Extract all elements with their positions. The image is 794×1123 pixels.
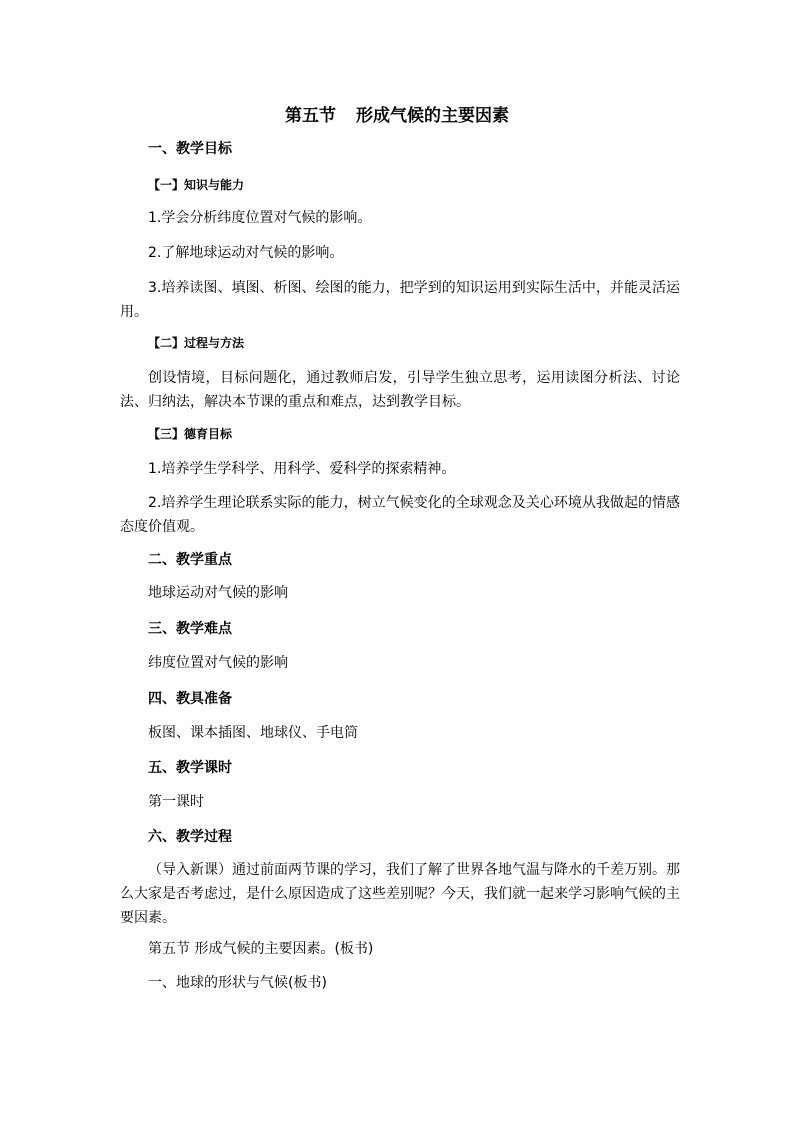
paragraph: 地球运动对气候的影响 (148, 585, 288, 601)
heading-class-hours: 五、教学课时 (148, 760, 232, 776)
paragraph: 1.培养学生学科学、用科学、爱科学的探索精神。 (148, 461, 456, 477)
paragraph: 第一课时 (148, 794, 204, 810)
heading-teaching-goals: 一、教学目标 (148, 141, 232, 157)
paragraph: 2.了解地球运动对气候的影响。 (148, 245, 344, 261)
page-title (0, 104, 794, 128)
heading-teaching-aids: 四、教具准备 (148, 691, 232, 707)
heading-key-points: 二、教学重点 (148, 552, 232, 568)
paragraph: 一、地球的形状与气候(板书) (148, 975, 327, 991)
paragraph: 纬度位置对气候的影响 (148, 655, 288, 671)
paragraph: 第五节 形成气候的主要因素。(板书) (148, 941, 374, 957)
paragraph: 板图、课本插图、地球仪、手电筒 (148, 725, 358, 741)
heading-difficult-points: 三、教学难点 (148, 621, 232, 637)
paragraph: 创设情境，目标问题化，通过教师启发，引导学生独立思考，运用读图分析法、讨论法、归纳法，解决本节课的重点和难点，达到教学目标。 (120, 370, 680, 410)
section-number: 第五节 (285, 106, 336, 126)
subheading-process: 【二】过程与方法 (148, 336, 245, 350)
paragraph: 3.培养读图、填图、析图、绘图的能力，把学到的知识运用到实际生活中，并能灵活运用。 (120, 280, 680, 320)
paragraph: （导入新课）通过前面两节课的学习，我们了解了世界各地气温与降水的千差万别。那么大家是否考虑过，是什么原因造成了这些差别呢？今天，我们就一起来学习影响气候的主要因素。 (120, 862, 680, 926)
paragraph: 2.培养学生理论联系实际的能力，树立气候变化的全球观念及关心环境从我做起的情感态度价值观。 (120, 495, 680, 535)
heading-teaching-process: 六、教学过程 (148, 829, 232, 845)
subheading-knowledge: 【一】知识与能力 (148, 178, 245, 192)
subheading-moral: 【三】德育目标 (148, 427, 233, 441)
paragraph: 1.学会分析纬度位置对气候的影响。 (148, 210, 372, 226)
section-topic: 形成气候的主要因素 (356, 106, 509, 126)
